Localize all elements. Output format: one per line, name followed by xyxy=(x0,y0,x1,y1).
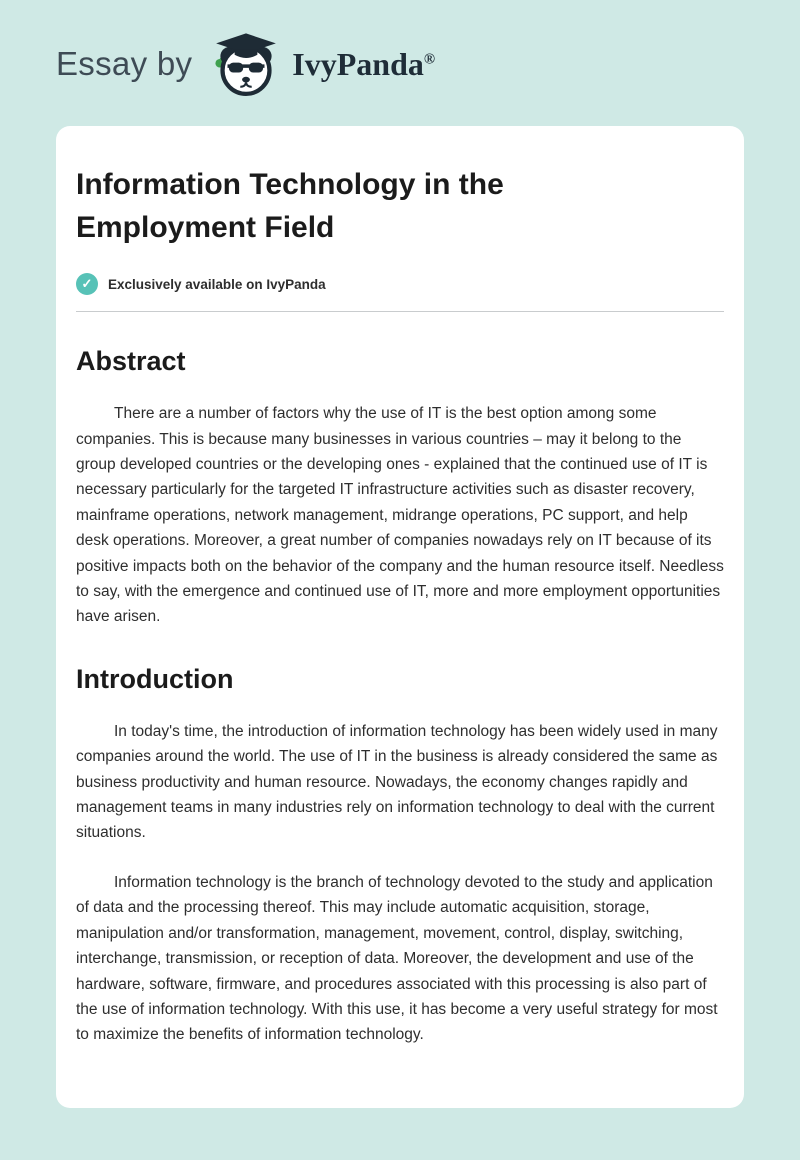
registered-mark: ® xyxy=(423,50,436,67)
section-introduction xyxy=(76,664,724,1048)
section-abstract xyxy=(76,346,724,630)
essay-by-label: Essay by xyxy=(56,45,193,82)
availability-label: Exclusively available on IvyPanda xyxy=(108,276,326,292)
brand-name xyxy=(292,46,435,83)
ivypanda-logo-link[interactable] xyxy=(208,32,435,96)
panda-logo-icon xyxy=(208,32,284,96)
availability-row xyxy=(76,273,724,295)
essay-title: Information Technology in the Employment Field xyxy=(76,168,504,244)
site-header xyxy=(0,0,800,96)
introduction-paragraph-1: In today's time, the introduction of information technology has been widely used in many companies around the world. The use of IT in the business is already considered the same as business productivity and human resource. Nowadays, the economy changes rapidly and management teams in many industries rely on information technology to deal with the current situations. xyxy=(76,722,718,842)
divider xyxy=(76,311,724,312)
introduction-paragraph-2: Information technology is the branch of technology devoted to the study and application of data and the processing thereof. This may include automatic acquisition, storage, manipulation and/or transformation, management, movement, control, display, switching, interchange, transmission, or reception of data. Moreover, the development and use of the hardware, software, firmware, and procedures associated with this processing is also part of the use of information technology. With this use, it has become a very useful strategy for most to maximize the benefits of information technology. xyxy=(76,873,718,1044)
abstract-heading: Abstract xyxy=(76,346,186,377)
check-icon: ✓ xyxy=(76,273,98,295)
abstract-paragraph-1: There are a number of factors why the use of IT is the best option among some companies. This is because many businesses in various countries – may it belong to the group developed countries or the developing ones - explained that the continued use of IT is necessary particularly for the targeted IT infrastructure activities such as disaster recovery, mainframe operations, network management, midrange operations, PC support, and help desk operations. Moreover, a great number of companies nowadays rely on IT because of its positive impacts both on the behavior of the company and the human resource itself. Needless to say, with the emergence and continued use of IT, more and more employment opportunities have arisen. xyxy=(76,405,724,626)
brand-text: IvyPanda xyxy=(292,45,424,82)
essay-card xyxy=(56,126,744,1108)
introduction-heading: Introduction xyxy=(76,663,234,694)
